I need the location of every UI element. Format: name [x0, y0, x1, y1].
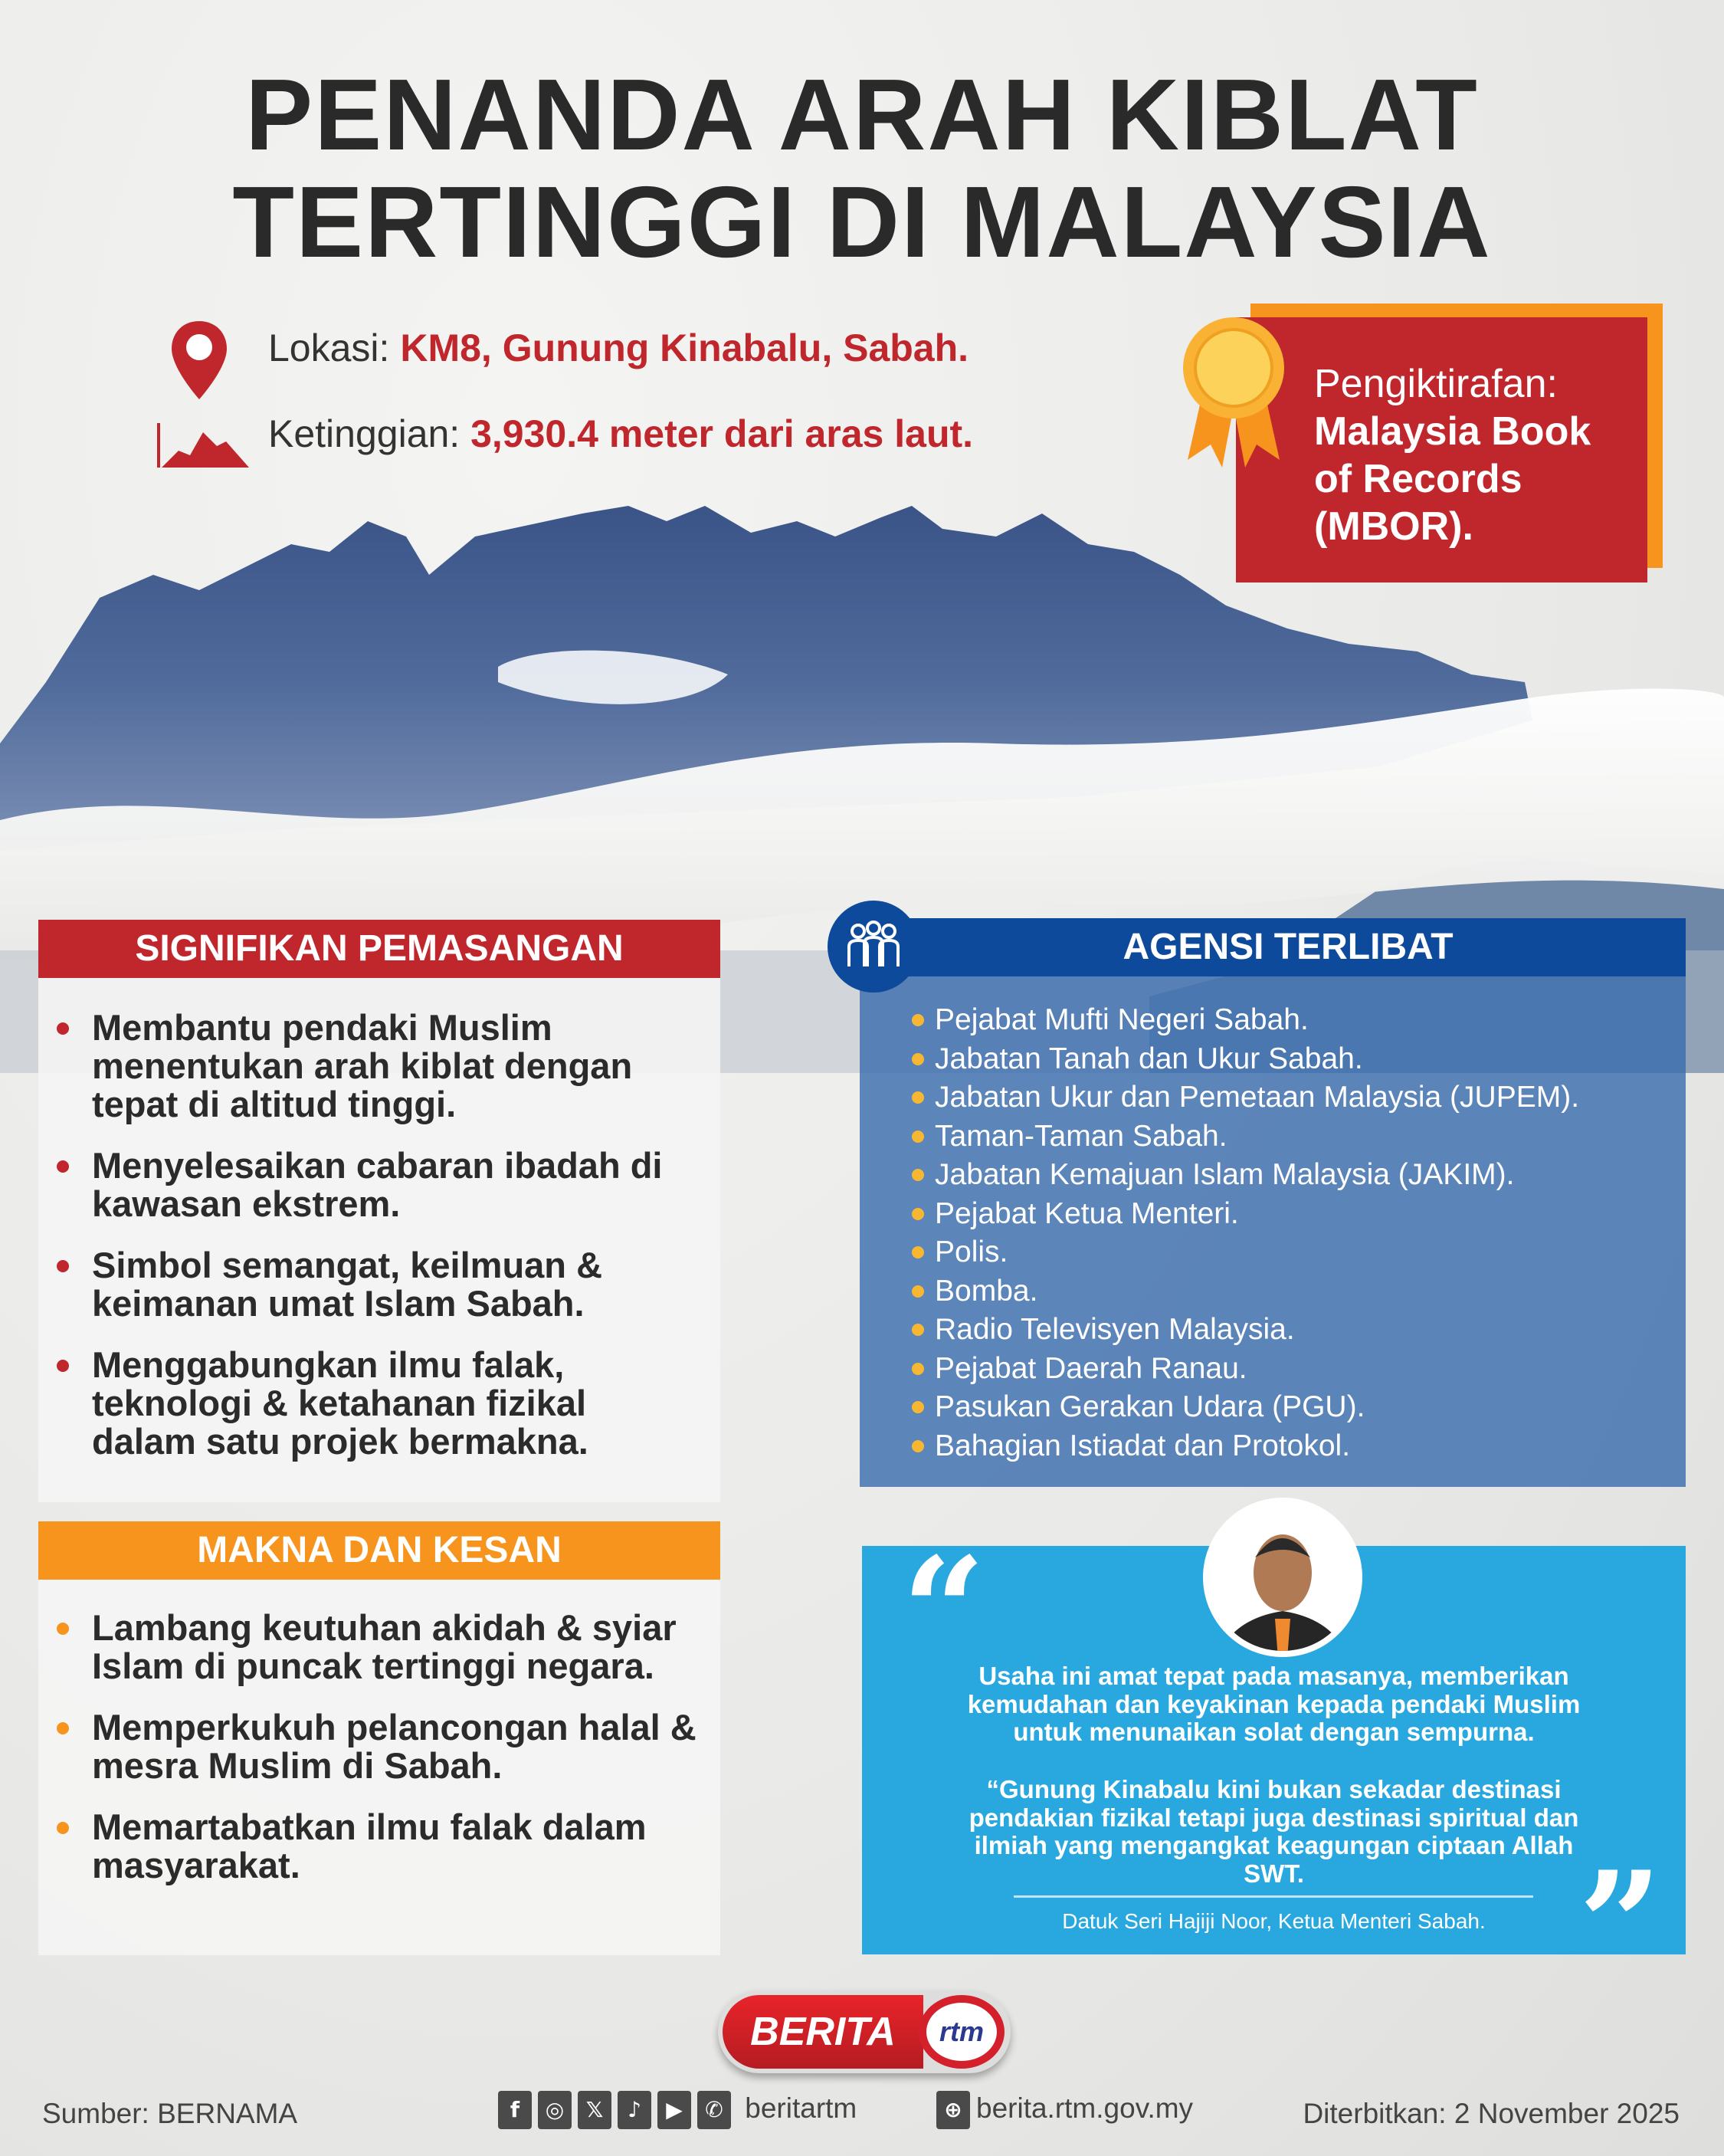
globe-icon: ⊕	[936, 2091, 970, 2129]
location-info: Lokasi: KM8, Gunung Kinabalu, Sabah.	[268, 327, 969, 369]
agencies-heading: AGENSI TERLIBAT	[860, 918, 1686, 976]
height-info: Ketinggian: 3,930.4 meter dari aras laut.	[268, 412, 974, 455]
significance-heading: SIGNIFIKAN PEMASANGAN	[38, 920, 720, 978]
tiktok-icon[interactable]: ♪	[618, 2091, 651, 2129]
source-text: Sumber: BERNAMA	[42, 2098, 298, 2129]
award-value: Malaysia Book	[1314, 409, 1591, 454]
social-links	[498, 2091, 857, 2129]
award-box	[1236, 317, 1647, 582]
list-item: Simbol semangat, keilmuan & keimanan umat Islam Sabah.	[92, 1246, 697, 1323]
list-item: Lambang keutuhan akidah & syiar Islam di puncak tertinggi negara.	[92, 1609, 697, 1685]
significance-panel	[38, 920, 720, 1502]
award-label: Pengiktirafan:	[1314, 362, 1558, 406]
page-title	[0, 58, 1724, 278]
impact-panel	[38, 1521, 720, 1955]
list-item: Taman-Taman Sabah.	[935, 1117, 1670, 1157]
impact-heading: MAKNA DAN KESAN	[38, 1521, 720, 1580]
mountain-height-icon	[156, 422, 251, 469]
title-line-2: TERTINGGI DI MALAYSIA	[232, 166, 1492, 278]
significance-list	[38, 978, 720, 1502]
close-quote-icon: ”	[1578, 1839, 1663, 2010]
list-item: Membantu pendaki Muslim menentukan arah kiblat dengan tepat di altitud tinggi.	[92, 1009, 697, 1124]
speaker-photo	[1201, 1496, 1364, 1659]
list-item: Memartabatkan ilmu falak dalam masyarakat.	[92, 1808, 697, 1885]
open-quote-icon: “	[902, 1525, 986, 1696]
list-item: Pejabat Ketua Menteri.	[935, 1195, 1670, 1234]
website-link[interactable]	[936, 2091, 1193, 2129]
logo-rtm: rtm	[919, 1995, 1005, 2069]
location-pin-icon	[169, 318, 230, 402]
list-item: Memperkukuh pelancongan halal & mesra Muslim di Sabah.	[92, 1707, 696, 1786]
list-item: Bomba.	[935, 1272, 1670, 1311]
logo-text: BERITA	[723, 1995, 923, 2069]
impact-list	[38, 1580, 720, 1955]
divider	[1014, 1895, 1533, 1898]
list-item: Menyelesaikan cabaran ibadah di kawasan ekstrem.	[92, 1147, 697, 1223]
published-date: Diterbitkan: 2 November 2025	[1303, 2098, 1680, 2129]
agencies-list	[860, 976, 1686, 1487]
list-item: Bahagian Istiadat dan Protokol.	[935, 1427, 1670, 1466]
award-value: (MBOR).	[1314, 504, 1473, 549]
list-item: Radio Televisyen Malaysia.	[935, 1311, 1670, 1350]
medal-icon	[1180, 314, 1287, 471]
youtube-icon[interactable]: ▶	[657, 2091, 691, 2129]
list-item: Pejabat Daerah Ranau.	[935, 1350, 1670, 1389]
whatsapp-icon[interactable]: ✆	[697, 2091, 731, 2129]
instagram-icon[interactable]: ◎	[538, 2091, 572, 2129]
list-item: Menggabungkan ilmu falak, teknologi & ketahanan fizikal dalam satu projek bermakna.	[92, 1346, 697, 1461]
list-item: Jabatan Tanah dan Ukur Sabah.	[935, 1040, 1670, 1079]
website-text[interactable]: berita.rtm.gov.my	[976, 2092, 1194, 2124]
agencies-panel	[860, 918, 1686, 1487]
people-group-icon	[826, 899, 921, 994]
list-item: Pasukan Gerakan Udara (PGU).	[935, 1388, 1670, 1427]
social-handle[interactable]: beritartm	[745, 2092, 857, 2124]
title-line-1: PENANDA ARAH KIBLAT	[245, 58, 1479, 171]
facebook-icon[interactable]: f	[498, 2091, 532, 2129]
list-item: Jabatan Ukur dan Pemetaan Malaysia (JUPEM).	[935, 1078, 1670, 1117]
list-item: Polis.	[935, 1233, 1670, 1272]
x-icon[interactable]: 𝕏	[578, 2091, 611, 2129]
quote-text: “Gunung Kinabalu kini bukan sekadar destinasi pendakian fizikal tetapi juga destinasi spiritual dan ilmiah yang mengangkat keagungan ciptaan Allah SWT.	[969, 1775, 1579, 1888]
list-item: Jabatan Kemajuan Islam Malaysia (JAKIM).	[935, 1156, 1670, 1195]
berita-rtm-logo	[718, 1990, 1011, 2073]
quote-attribution: Datuk Seri Hajiji Noor, Ketua Menteri Sabah.	[1062, 1909, 1486, 1933]
award-value: of Records	[1314, 457, 1522, 501]
list-item: Pejabat Mufti Negeri Sabah.	[935, 1001, 1670, 1040]
quote-text: Usaha ini amat tepat pada masanya, memberikan kemudahan dan keyakinan kepada pendaki Muslim untuk menunaikan solat dengan sempurna.	[967, 1662, 1581, 1746]
